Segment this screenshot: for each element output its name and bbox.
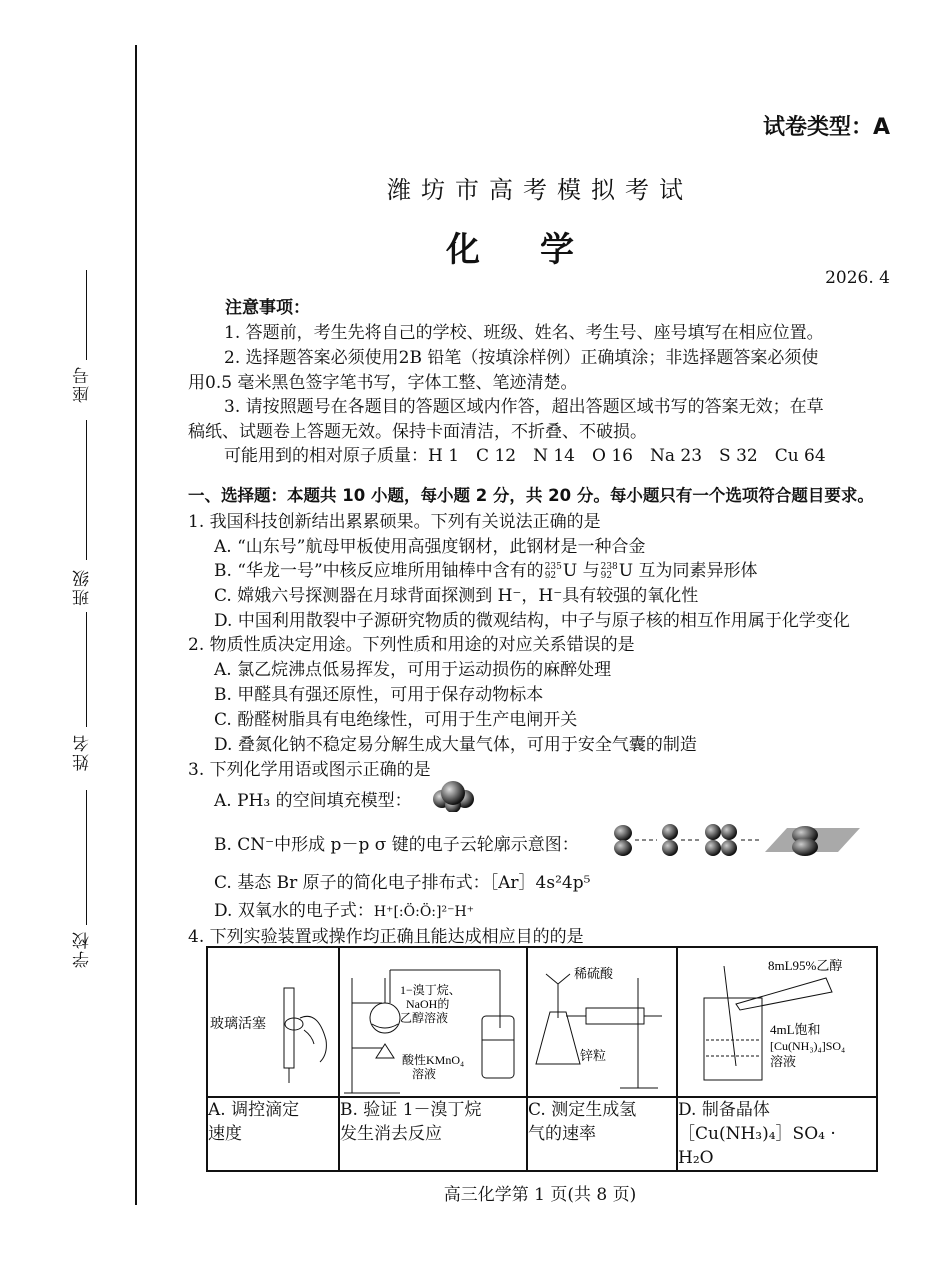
gas-syringe-apparatus-icon (528, 948, 676, 1098)
name-label: 姓名 (73, 733, 93, 771)
q4-cell-b-figure (339, 947, 527, 1097)
exam-title: 潍坊市高考模拟考试 (387, 176, 693, 204)
notice-item-2b: 用0.5 毫米黑色签字笔书写，字体工整、笔迹清楚。 (188, 373, 578, 393)
q2-option-c: C. 酚醛树脂具有电绝缘性，可用于生产电闸开关 (214, 710, 578, 730)
seat-blank (86, 270, 87, 360)
q3-option-b: B. CN⁻中形成 p－p σ 键的电子云轮廓示意图： (214, 835, 579, 855)
q2-option-d: D. 叠氮化钠不稳定易分解生成大量气体，可用于安全气囊的制造 (214, 735, 697, 755)
ethanol-label: 8mL95%乙醇 (768, 958, 843, 973)
q1-option-b: B. “华龙一号”中核反应堆所用铀棒中含有的 235 92 U 与 238 92 U 互为同素异形体 (214, 561, 758, 581)
q1-option-a: A. “山东号”航母甲板使用高强度钢材，此钢材是一种合金 (214, 537, 646, 557)
solution-label: 溶液 (412, 1067, 437, 1081)
q4-caption-d: D. 制备晶体 ［Cu(NH₃)₄］SO₄ · H₂O (677, 1097, 877, 1171)
paper-type: 试卷类型：A (762, 115, 890, 140)
dilute-acid-label: 稀硫酸 (574, 966, 614, 981)
q4-stem: 4. 下列实验装置或操作均正确且能达成相应目的的是 (188, 927, 584, 947)
burette-stopcock-icon (208, 948, 338, 1098)
subject-title: 化学 (446, 230, 634, 270)
q3-stem: 3. 下列化学用语或图示正确的是 (188, 760, 431, 780)
elimination-apparatus-icon (340, 948, 526, 1098)
q2-option-b: B. 甲醛具有强还原性，可用于保存动物标本 (214, 685, 544, 705)
exam-date: 2026. 4 (825, 268, 890, 288)
q3-option-c: C. 基态 Br 原子的简化电子排布式：［Ar］4s²4p⁵ (214, 873, 591, 893)
binding-line (135, 45, 137, 1205)
q1-option-d: D. 中国利用散裂中子源研究物质的微观结构，中子与原子核的相互作用属于化学变化 (214, 611, 850, 631)
q2-option-a: A. 氯乙烷沸点低易挥发，可用于运动损伤的麻醉处理 (214, 660, 612, 680)
q4-cell-a-figure (207, 947, 339, 1097)
reagent-label-2: NaOH的 (406, 997, 450, 1011)
q3-option-a: A. PH₃ 的空间填充模型： (214, 791, 412, 811)
reagent-label-3: 乙醇溶液 (400, 1011, 449, 1025)
stopcock-label: 玻璃活塞 (210, 1017, 266, 1032)
seat-label: 座号 (73, 365, 93, 403)
solution-label-d: 溶液 (770, 1054, 797, 1069)
q1-option-c: C. 嫦娥六号探测器在月球背面探测到 H⁻，H⁻具有较强的氧化性 (214, 586, 699, 606)
complex-salt-label: [Cu(NH₃)₄]SO₄ (770, 1039, 846, 1053)
section-heading: 一、选择题：本题共 10 小题，每小题 2 分，共 20 分。每小题只有一个选项符合题目要求。 (188, 486, 874, 505)
class-blank (86, 420, 87, 560)
q4-apparatus-table (206, 946, 878, 1172)
saturated-label: 4mL饱和 (770, 1022, 821, 1037)
h2o2-electron-formula: H⁺[:Ö:Ö:]²⁻H⁺ (373, 904, 475, 920)
notice-title: 注意事项： (225, 298, 310, 318)
notice-item-3a: 3. 请按照题号在各题目的答题区域内作答，超出答题区域书写的答案无效；在草 (224, 397, 824, 417)
sigma-bond-orbital-diagram-icon (605, 818, 863, 862)
q2-stem: 2. 物质性质决定用途。下列性质和用途的对应关系错误的是 (188, 635, 635, 655)
q4-cell-c-figure (527, 947, 677, 1097)
q4-caption-c: C. 测定生成氢 气的速率 (527, 1097, 677, 1171)
q4-cell-d-figure (677, 947, 877, 1097)
q4-caption-a: A. 调控滴定 速度 (207, 1097, 339, 1171)
ph3-space-filling-model-icon (428, 778, 478, 812)
q4-caption-b: B. 验证 1－溴丁烷 发生消去反应 (339, 1097, 527, 1171)
school-label: 学校 (73, 930, 93, 968)
zinc-label: 锌粒 (580, 1048, 607, 1063)
school-blank (86, 790, 87, 925)
notice-item-3b: 稿纸、试题卷上答题无效。保持卡面清洁，不折叠、不破损。 (188, 422, 647, 442)
reagent-label-1: 1−溴丁烷、 (400, 983, 461, 997)
q3-option-d: D. 双氧水的电子式：H⁺[:Ö:Ö:]²⁻H⁺ (214, 901, 475, 921)
crystallization-apparatus-icon (678, 948, 883, 1098)
notice-item-1: 1. 答题前，考生先将自己的学校、班级、姓名、考生号、座号填写在相应位置。 (224, 323, 824, 343)
kmno4-label: 酸性KMnO₄ (402, 1053, 465, 1067)
q1-stem: 1. 我国科技创新结出累累硕果。下列有关说法正确的是 (188, 512, 601, 532)
class-label: 班级 (73, 568, 93, 606)
name-blank (86, 612, 87, 727)
notice-item-2a: 2. 选择题答案必须使用2B 铅笔（按填涂样例）正确填涂；非选择题答案必须使 (224, 348, 819, 368)
page-footer: 高三化学第 1 页(共 8 页) (443, 1185, 637, 1205)
atomic-mass-line: 可能用到的相对原子质量：H 1 C 12 N 14 O 16 Na 23 S 32 Cu 64 (224, 446, 826, 466)
